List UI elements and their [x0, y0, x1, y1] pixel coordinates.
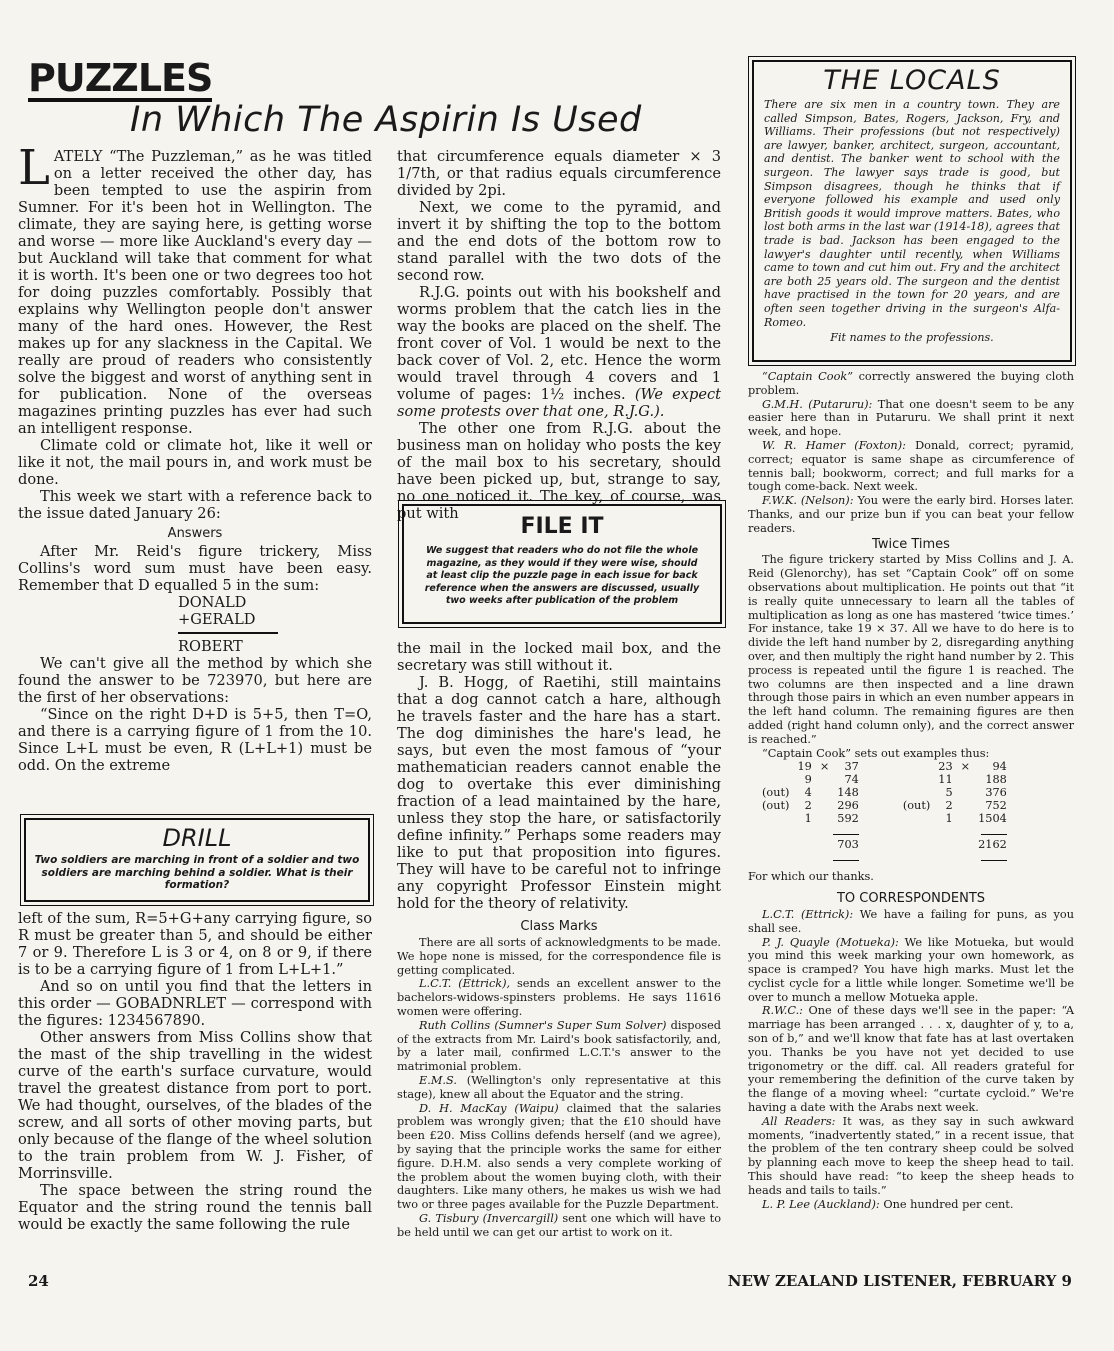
example-cell: 1 — [804, 812, 812, 826]
example-cell — [957, 799, 974, 812]
example-cell: 5 — [945, 786, 953, 800]
example-row — [758, 773, 1011, 786]
column-2-continued — [397, 640, 721, 1240]
example-cell: 23 — [938, 760, 953, 774]
paragraph: We can't give all the method by which she found the answer to be 723970, but here are the first of her observations: — [18, 655, 372, 706]
example-cell: 376 — [985, 786, 1007, 800]
example-cell — [816, 812, 833, 825]
file-it-box — [402, 504, 722, 624]
example-cell: 2 — [945, 799, 953, 813]
example-cell — [816, 773, 833, 786]
example-cell: 296 — [837, 799, 859, 813]
example-cell: 11 — [938, 773, 953, 787]
example-cell: 9 — [804, 773, 812, 787]
multiplication-example-table — [758, 760, 1011, 864]
example-row — [758, 760, 1011, 773]
example-row — [758, 812, 1011, 825]
intro-paragraph: LATELY “The Puzzleman,” as he was titled on a letter received the other day, has been tempted to use the aspirin from Sumner. For it's been hot in Wellington. The climate, they are saying here, is getting worse and worse — more like Auckland's every day — but Auckland will take that comment for what it is worth. It's been one or two degrees too hot for doing puzzles comfortably. Possibly that explains why Wellington people don't answer many of the hard ones. However, the Rest makes up for any slackness in the Capital. We really are proud of readers who consistently solve the biggest and worst of anything sent in for publication. None of the overseas magazines printing puzzles has ever had such an intelligent response. — [18, 140, 372, 437]
paragraph: G. Tisbury (Invercargill) sent one which will have to be held until we can get our artist to work on it. — [397, 1211, 722, 1239]
paragraph: E.M.S. (Wellington's only representative at this stage), knew all about the Equator and the string. — [397, 1073, 721, 1101]
paragraph: that circumference equals diameter × 3 1/7th, or that radius equals circumference divided by 2pi. — [397, 148, 721, 199]
paragraph: R.J.G. points out with his bookshelf and worms problem that the catch lies in the way the books are placed on the shelf. The front cover of Vol. 1 would be next to the back cover of Vol. 2, etc. Hence the worm would travel through 4 covers and 1 volume of pages: 1½ inches. (We expect some protests over that one, R.J.G.). — [397, 284, 722, 420]
twice-times-heading: Twice Times — [872, 536, 950, 552]
paragraph: the mail in the locked mail box, and the secretary was still without it. — [397, 640, 721, 674]
example-cell: 19 — [797, 760, 812, 774]
locals-question: Fit names to the professions. — [830, 331, 994, 345]
locals-title: THE LOCALS — [823, 65, 1001, 96]
paragraph: J. B. Hogg, of Raetihi, still maintains that a dog cannot catch a hare, although he travels faster and the hare has a start. The dog diminishes the hare's lead, he says, but even the most famous of “your mathematician readers cannot enable the dog to overtake this ever diminishing fraction of a lead maintained by the hare, unless they stop the hare, or satisfactorily define infinity.” Perhaps some readers may like to put that proposition into figures. They will have to be careful not to infringe any copyright Professor Einstein might hold for the theory of relativity. — [397, 674, 721, 912]
example-cell: 74 — [844, 773, 859, 787]
example-cell — [758, 773, 793, 786]
example-row — [758, 786, 1011, 799]
file-it-title: FILE IT — [520, 514, 604, 539]
paragraph: Other answers from Miss Collins show that the mast of the ship travelling in the widest curve of the earth's surface curvature, would travel the greatest distance from port to port. We had thought, ourselves, of the blades of the screw, and all sorts of other moving parts, but only because of the flange of the wheel solution to the train problem from W. J. Fisher, of Morrinsville. — [18, 1029, 372, 1182]
paragraph: There are all sorts of acknowledgments to be made. We hope none is missed, for the correspondence file is getting complicated. — [397, 936, 721, 977]
example-cell — [957, 786, 974, 799]
example-total-right: 2162 — [978, 838, 1007, 852]
publication-line: NEW ZEALAND LISTENER, FEBRUARY 9 — [727, 1272, 1072, 1290]
paragraph: And so on until you find that the letters in this order — GOBADNRLET — correspond with the figures: 1234567890. — [18, 978, 372, 1029]
paragraph: L.C.T. (Ettrick), sends an excellent answer to the bachelors-widows-spinsters problems. He says 11616 women were offering. — [397, 977, 721, 1018]
example-cell — [863, 786, 934, 799]
example-cell — [863, 773, 934, 786]
example-cell: 4 — [804, 786, 812, 800]
drop-cap: L — [18, 140, 50, 196]
example-cell — [816, 786, 833, 799]
example-cell: 1504 — [978, 812, 1007, 826]
example-cell — [863, 760, 934, 773]
sum-result: ROBERT — [178, 638, 243, 655]
example-cell: × — [819, 760, 830, 774]
column-1 — [18, 140, 372, 774]
paragraph: Next, we come to the pyramid, and invert it by shifting the top to the bottom and the end dots of the bottom row to stand parallel with the two dots of the second row. — [397, 199, 721, 284]
column-2 — [397, 148, 721, 522]
example-cell: 2 — [804, 799, 812, 813]
file-it-body: We suggest that readers who do not file the whole magazine, as they would if they were wise, should at least clip the puzzle page in each issue for back reference when the answers are discussed, usually two weeks after publication of the problem — [424, 545, 700, 606]
masthead: PUZZLES — [28, 56, 213, 100]
paragraph: P. J. Quayle (Motueka): We like Motueka, but would you mind this week marking your own homework, as space is cramped? You have high marks. Must let the cyclist cycle for a little while longer. Sometime we'll be over to munch a mellow Motueka apple. — [748, 935, 1074, 1004]
the-locals-box — [752, 60, 1072, 362]
example-total-left: 703 — [837, 838, 859, 852]
column-1-continued — [18, 910, 372, 1233]
paragraph: Ruth Collins (Sumner's Super Sum Solver) disposed of the extracts from Mr. Laird's book satisfactorily, and, by a later mail, confirmed L.C.T.'s answer to the matrimonial problem. — [397, 1018, 721, 1074]
paragraph: After Mr. Reid's figure trickery, Miss Collins's word sum must have been easy. Remember that D equalled 5 in the sum: — [18, 543, 372, 594]
example-cell — [758, 812, 793, 825]
example-cell: 148 — [837, 786, 859, 800]
example-cell — [957, 812, 974, 825]
paragraph: L. P. Lee (Auckland): One hundred per cent. — [762, 1197, 1014, 1211]
class-marks-heading: Class Marks — [520, 919, 598, 934]
example-cell: (out) — [762, 799, 790, 813]
example-cell — [816, 799, 833, 812]
answers-heading: Answers — [167, 526, 223, 541]
paragraph: W. R. Hamer (Foxton): Donald, correct; pyramid, correct; equator is same shape as circumference of tennis ball; bookworm, correct; and full marks for a tough come-back. Next week. — [748, 438, 1074, 494]
paragraph: L.C.T. (Ettrick): We have a failing for puns, as you shall see. — [748, 907, 1074, 935]
example-cell: × — [960, 760, 971, 774]
drill-body: Two soldiers are marching in front of a soldier and two soldiers are marching behind a soldier. What is their formation? — [34, 854, 360, 891]
drill-puzzle-box — [24, 818, 370, 902]
example-cell: 188 — [985, 773, 1007, 787]
to-correspondents-heading: TO CORRESPONDENTS — [836, 891, 986, 907]
paragraph: The figure trickery started by Miss Collins and J. A. Reid (Glenorchy), has set “Captain Cook” off on some observations about multiplication. He points out that “it is really quite unnecessary to learn all the tables of multiplication as long as one has mastered ‘twice times.’ For instance, take 19 × 37. All we have to do here is to divide the left hand number by 2, disregarding anything over, and then multiply the right hand number by 2. This process is repeated until the figure 1 is reached. The two columns are then inspected and a line drawn through those pairs in which an even number appears in the left hand column. The remaining figures are then added (right hand column only), and the correct answer is reached.” — [748, 553, 1074, 746]
sum-line-1: DONALD — [178, 594, 247, 611]
paragraph: All Readers: It was, as they say in such awkward moments, “inadvertently stated,” in a recent issue, that the problem of the ten contrary sheep could be solved by planning each move to keep the sheep head to tail. This should have read: “to keep the sheep heads to heads and tails to tails.” — [748, 1114, 1074, 1197]
example-cell: 37 — [844, 760, 859, 774]
paragraph: The other one from R.J.G. about the business man on holiday who posts the key of the mail box to his secretary, should have been picked up, but, strange to say, no one noticed it. The key, of course, was put with — [397, 420, 721, 522]
paragraph: R.W.C.: One of these days we'll see in the paper: “A marriage has been arranged . . . x, daughter of y, to a, son of b,” and we'll know that fate has at last overtaken you. Thanks be you have not yet decided to use trigonometry or the diff. cal. All readers grateful for your remembering the definition of the curve taken by the flange of a moving wheel: “curtate cycloid.” We're having a date with the Arabs next week. — [748, 1004, 1075, 1115]
paragraph: “Captain Cook” sets out examples thus: — [762, 746, 990, 760]
example-cell: (out) — [902, 799, 931, 813]
example-cell: 752 — [985, 799, 1007, 813]
paragraph: F.W.K. (Nelson): You were the early bird. Horses later. Thanks, and our prize bun if you can beat your fellow readers. — [748, 494, 1074, 535]
paragraph: “Since on the right D+D is 5+5, then T=O, and there is a carrying figure of 1 from the 10. Since L+L must be even, R (L+L+1) must be odd. On the extreme — [18, 706, 372, 774]
example-cell — [957, 773, 974, 786]
example-cell: 94 — [992, 760, 1007, 774]
example-row — [758, 799, 1011, 812]
locals-body: There are six men in a country town. They are called Simpson, Bates, Rogers, Jackson, Fry, and Williams. Their professions (but not respectively) are lawyer, banker, architect, surgeon, accountant, and dentist. The banker went to school with the surgeon. The lawyer says trade is good, but Simpson disagrees, though he thinks that if everyone followed his example and used only British goods it would improve matters. Bates, who lost both arms in the last war (1914-18), agrees that trade is bad. Jackson has been engaged to the lawyer's daughter until recently, when Williams came to town and cut him out. Fry and the architect are both 25 years old. The surgeon and the dentist have practised in the town for 20 years, and are often seen together driving in the surgeon's Alfa-Romeo. — [764, 98, 1060, 329]
column-3 — [748, 370, 1074, 1211]
sum-line-2: +GERALD — [178, 611, 256, 628]
paragraph: This week we start with a reference back to the issue dated January 26: — [18, 488, 372, 522]
paragraph: For which our thanks. — [748, 870, 874, 884]
page-number: 24 — [28, 1272, 49, 1290]
paragraph: left of the sum, R=5+G+any carrying figure, so R must be greater than 5, and should be either 7 or 9. Therefore L is 3 or 4, on 8 or 9, if there is to be a carrying figure of 1 from L+L+1.” — [18, 910, 372, 978]
paragraph: The space between the string round the Equator and the string round the tennis ball would be exactly the same following the rule — [18, 1182, 372, 1233]
paragraph: Climate cold or climate hot, like it well or like it not, the mail pours in, and work must be done. — [18, 437, 372, 488]
example-cell: 1 — [945, 812, 953, 826]
paragraph: D. H. MacKay (Waipu) claimed that the salaries problem was wrongly given; that the £10 should have been £20. Miss Collins defends herself (and we agree), by saying that the principle works the same for either figure. D.H.M. also sends a very complete working of the problem about the women buying cloth, with their daughters. Like many others, he makes us wish we had two or three pages available for the Puzzle Department. — [397, 1101, 721, 1212]
drill-title: DRILL — [162, 824, 232, 852]
paragraph: G.M.H. (Putaruru): That one doesn't seem to be any easier here than in Putaruru. We shall print it next week, and hope. — [748, 397, 1074, 439]
headline: In Which The Aspirin Is Used — [130, 100, 642, 140]
paragraph: “Captain Cook” correctly answered the buying cloth problem. — [748, 370, 1074, 397]
example-cell — [758, 760, 793, 773]
example-cell: (out) — [762, 786, 790, 800]
sum-rule — [178, 632, 278, 634]
example-cell: 592 — [837, 812, 859, 826]
example-cell — [863, 812, 934, 825]
